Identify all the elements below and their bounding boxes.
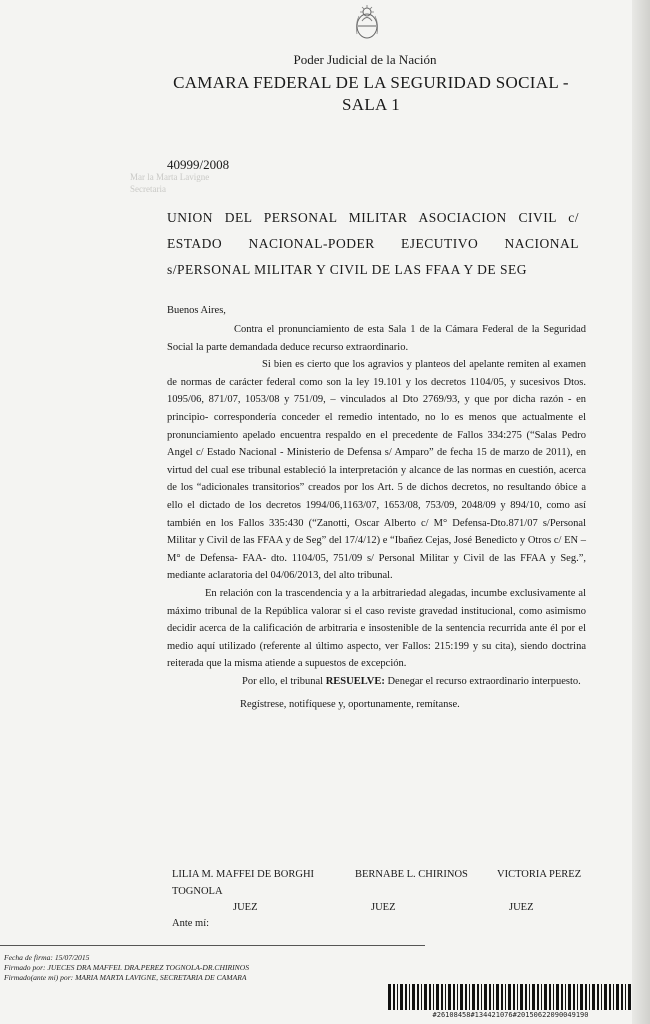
paragraph-3: En relación con la trascendencia y a la arbitrariedad alegadas, incumbe exclusivamente al máximo tribunal de la República valorar si el caso reviste gravedad institucional, como asimismo decidir acerca de la calificación de arbitraria e insostenible de la sentencia recurrida ante él por el medio aquí utilizado (referente al último aspecto, ver Fallos: 215:199 y su cita), siendo doctrina reiterada que la misma atiende a supuestos de excepción. (167, 587, 586, 670)
judge3-title: JUEZ (509, 902, 534, 913)
judge1-name: LILIA M. MAFFEI DE BORGHI (172, 869, 315, 880)
court-name: Poder Judicial de la Nación (293, 52, 437, 67)
bleed-through-line2: Secretaria (130, 184, 166, 194)
resolution-body (167, 321, 586, 714)
judge1-title: JUEZ (233, 902, 258, 913)
judge2-title: JUEZ (371, 902, 396, 913)
paragraph-2: Si bien es cierto que los agravios y planteos del apelante remiten al examen de normas de carácter federal como son la ley 19.101 y los decretos 1104/05, y sucesivos Dtos. 1095/06, 871/07, 1053/08 y 751/09, – vinculados al Dto 2769/93, y que por dicha razón - en principio- correspondería conceder el remedio intentado, no lo es menos que actualmente el pronunciamiento apelado encuentra respaldo en el precedente de Fallos 334:275 (“Salas Pedro Angel c/ Estado Nacional - Ministerio de Defensa s/ Amparo” de fecha 15 de marzo de 2011), en virtud del cual ese tribunal estableció la interpretación y alcance de las normas en cuestión, acerca de los “adicionales transitorios” creados por los Art. 5 de dichos decretos, no resultando óbice a ello el dictado de los decretos 1994/06,1163/07, 1653/08, 753/09, 2048/09 y 894/10, como así también en los Fallos 335:430 (“Zanotti, Oscar Alberto c/ M° Defensa-Dto.871/07 s/Personal Militar y Civil de las FFAA y de Seg” del 17/4/12) e “Ibañez Cejas, José Benedicto y Otros c/ EN –M° de Defensa- FAA- dto. 1104/05, 751/09 s/ Personal Militar y Civil de las FFAA y Seg.”, mediante aclaratoria del 04/06/2013, del alto tribunal. (167, 359, 586, 582)
barcode-icon (388, 984, 633, 1010)
paragraph-closing: Regístrese, notifíquese y, oportunamente, remítanse. (240, 699, 460, 711)
bleed-through-text (130, 171, 209, 195)
barcode-number: #26108458#134421076#20150622090049190 (432, 1011, 589, 1019)
signed-by: Firmado por: JUECES DRA MAFFEI. DRA.PEREZ TOGNOLA-DR.CHIRINOS (4, 963, 250, 972)
judge1-name-cont: TOGNOLA (172, 886, 223, 897)
chamber-title-line1: CAMARA FEDERAL DE LA SEGURIDAD SOCIAL - (173, 73, 569, 92)
page-edge-shadow (632, 0, 650, 1024)
judge2-name: BERNABE L. CHIRINOS (355, 869, 468, 880)
case-caption (167, 205, 579, 283)
signed-before: Firmado(ante mi) por: MARIA MARTA LAVIGNE, SECRETARIA DE CAMARA (4, 973, 247, 982)
judge3-name: VICTORIA PEREZ (497, 869, 582, 880)
argentina-seal-icon (354, 4, 380, 42)
place-line: Buenos Aires, (167, 305, 226, 316)
resolution-post: Denegar el recurso extraordinario interpuesto. (384, 675, 581, 687)
case-number: 40999/2008 (167, 157, 230, 172)
signed-date: Fecha de firma: 15/07/2015 (4, 953, 90, 962)
signature-judge2 (355, 866, 468, 883)
chamber-title-line2: SALA 1 (341, 95, 400, 114)
chamber-title (0, 72, 650, 116)
paragraph-1: Contra el pronunciamiento de esta Sala 1 de la Cámara Federal de la Seguridad Social la parte demandada deduce recurso extraordinario. (167, 324, 586, 353)
case-caption-line2: ESTADO NACIONAL-PODER EJECUTIVO NACIONAL (167, 236, 579, 251)
resolution-pre: Por ello, el tribunal (242, 675, 326, 687)
digital-signature-info (4, 953, 249, 983)
signature-judge3 (497, 866, 581, 883)
case-caption-line3: s/PERSONAL MILITAR Y CIVIL DE LAS FFAA Y DE SEG (167, 262, 528, 277)
signature-judge1 (172, 866, 314, 900)
paragraph-resolution (167, 673, 586, 691)
bleed-through-line1: Mar la Marta Lavigne (130, 172, 210, 182)
footer-divider (0, 945, 425, 946)
ante-mi-label: Ante mí: (172, 918, 210, 929)
resolution-keyword: RESUELVE: (325, 675, 385, 687)
case-caption-line1: UNION DEL PERSONAL MILITAR ASOCIACION CIVIL c/ (167, 210, 579, 225)
